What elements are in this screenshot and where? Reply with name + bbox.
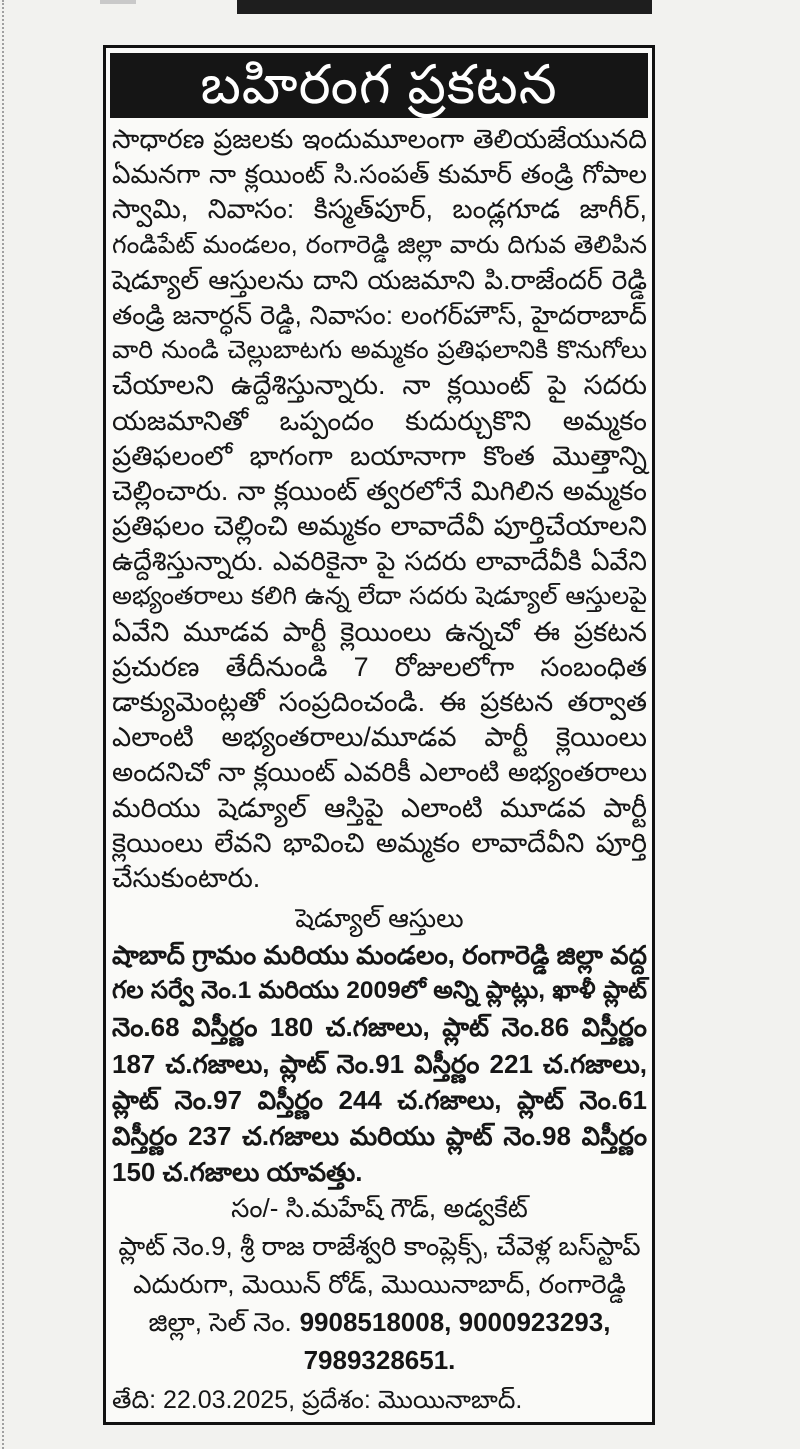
schedule-line: ప్లాట్ నెం.97 విస్తీర్ణం 244 చ.గజాలు, ప్లాట్ నెం.61 — [112, 1084, 647, 1115]
body-line: స్వామి, నివాసం: కిస్మత్‌పూర్, బండ్లగూడ జాగీర్, — [112, 194, 647, 225]
body-line: తండ్రి జనార్ధన్ రెడ్డి, నివాసం: లంగర్‌హౌస్, హైదరాబాద్ — [112, 299, 647, 330]
schedule-line: షాబాద్ గ్రామం మరియు మండలం, రంగారెడ్డి జిల్లా వద్ద — [112, 940, 647, 970]
schedule-heading: షెడ్యూల్ ఆస్తులు — [295, 903, 464, 933]
schedule-line: గల సర్వే నెం.1 మరియు 2009లో అన్ని ప్లాట్లు, ఖాళీ ప్లాట్ — [112, 977, 647, 1005]
advocate-address-line: ప్లాట్ నెం.9, శ్రీ రాజ రాజేశ్వరి కాంప్లెక్స్, చేవెళ్ల బస్‌స్టాప్ — [118, 1231, 641, 1261]
advocate-signature — [112, 1189, 647, 1379]
body-line: డాక్యుమెంట్లతో సంప్రదించండి. ఈ ప్రకటన తర్వాత — [112, 687, 647, 717]
body-line: ప్రతిఫలంలో భాగంగా బయానాగా కొంత మొత్తాన్ని — [112, 440, 647, 471]
schedule-line: నెం.68 విస్తీర్ణం 180 చ.గజాలు, ప్లాట్ నెం.86 విస్తీర్ణం — [112, 1012, 647, 1043]
public-notice — [103, 45, 655, 1425]
adjacent-clipping-edge — [100, 0, 136, 4]
body-line: యజమానితో ఒప్పందం కుదుర్చుకొని అమ్మకం — [112, 405, 647, 436]
advocate-name: సం/- సి.మహేష్ గౌడ్, అడ్వకేట్ — [231, 1193, 528, 1223]
body-line: వారి నుండి చెల్లుబాటగు అమ్మకం ప్రతిఫలానికి కొనుగోలు — [112, 336, 647, 365]
body-line: సాధారణ ప్రజలకు ఇందుమూలంగా తెలియజేయునది — [112, 124, 647, 154]
schedule-details — [112, 937, 647, 1190]
column-rule — [2, 0, 4, 1449]
body-line: మరియు షెడ్యూల్ ఆస్తిపై ఎలాంటి మూడవ పార్టీ — [112, 792, 647, 823]
date-and-place: తేది: 22.03.2025, ప్రదేశం: మొయినాబాద్. — [112, 1386, 523, 1414]
schedule-line: విస్తీర్ణం 237 చ.గజాలు మరియు ప్లాట్ నెం.98 విస్తీర్ణం — [112, 1120, 647, 1151]
advocate-contact-line — [112, 1303, 647, 1341]
schedule-line: 187 చ.గజాలు, ప్లాట్ నెం.91 విస్తీర్ణం 221 చ.గజాలు, — [112, 1048, 647, 1079]
notice-title-bar — [110, 53, 648, 118]
cell-label: జిల్లా, సెల్ నెం. — [148, 1307, 292, 1337]
body-line: చేయాలని ఉద్దేశిస్తున్నారు. నా క్లయింట్ పై సదరు — [112, 370, 647, 401]
body-line: ఏమనగా నా క్లయింట్ సి.సంపత్ కుమార్ తండ్రి గోపాల — [112, 159, 647, 190]
notice-body — [112, 122, 647, 896]
body-line: ప్రతిఫలం చెల్లించి అమ్మకం లావాదేవీ పూర్తిచేయాలని — [112, 511, 647, 542]
adjacent-ad-fragment — [237, 0, 652, 14]
body-line: చేసుకుంటారు. — [112, 862, 261, 893]
phone-number: 7989328651. — [303, 1345, 456, 1375]
body-line: ఉద్దేశిస్తున్నారు. ఎవరికైనా పై సదరు లావాదేవీకి ఏవేని — [112, 546, 647, 577]
schedule-line: 150 చ.గజాలు యావత్తు. — [112, 1157, 363, 1188]
body-line: చెల్లించారు. నా క్లయింట్ త్వరలోనే మిగిలిన అమ్మకం — [112, 475, 647, 506]
body-line: ఎలాంటి అభ్యంతరాలు/మూడవ పార్టీ క్లెయింలు — [112, 722, 647, 753]
notice-footer — [112, 1382, 647, 1418]
body-line: అభ్యంతరాలు కలిగి ఉన్న లేదా సదరు షెడ్యూల్ ఆస్తులపై — [112, 582, 647, 611]
advocate-address-line: ఎదురుగా, మెయిన్ రోడ్, మొయినాబాద్, రంగారెడ్డి — [133, 1269, 626, 1299]
body-line: క్లెయింలు లేవని భావించి అమ్మకం లావాదేవీని పూర్తి — [112, 827, 647, 858]
body-line: అందనిచో నా క్లయింట్ ఎవరికీ ఎలాంటి అభ్యంతరాలు — [112, 757, 647, 788]
body-line: గండిపేట్ మండలం, రంగారెడ్డి జిల్లా వారు దిగువ తెలిపిన — [112, 230, 647, 259]
body-line: ఏవేని మూడవ పార్టీ క్లెయింలు ఉన్నచో ఈ ప్రకటన — [112, 616, 647, 647]
phone-numbers: 9908518008, 9000923293, — [299, 1307, 611, 1337]
notice-title: బహిరంగ ప్రకటన — [200, 55, 558, 115]
schedule-heading-block — [112, 900, 647, 936]
body-line: ప్రచురణ తేదీనుండి 7 రోజులలోగా సంబంధిత — [112, 651, 647, 682]
body-line: షెడ్యూల్ ఆస్తులను దాని యజమాని పి.రాజేందర్ రెడ్డి — [112, 264, 647, 295]
